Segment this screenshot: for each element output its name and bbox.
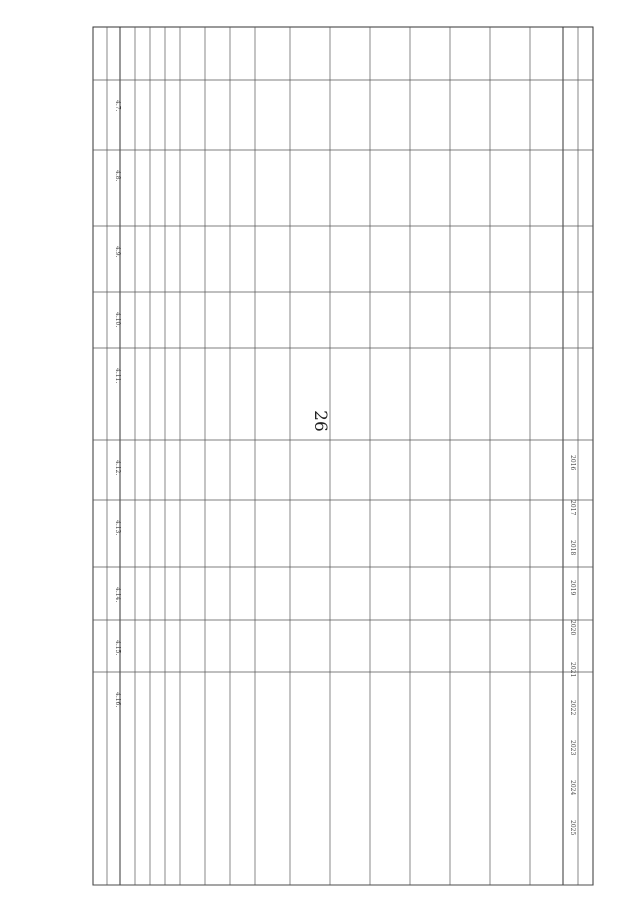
- table-frame: [93, 27, 593, 885]
- year-label: 2017: [569, 500, 576, 516]
- row-number: 4.11.: [114, 368, 121, 384]
- year-label: 2023: [569, 740, 576, 756]
- year-label: 2025: [569, 820, 576, 836]
- year-label: 2022: [569, 700, 576, 716]
- year-label: 2021: [569, 662, 576, 678]
- row-lines: [93, 80, 593, 885]
- row-number: 4.15.: [114, 640, 121, 656]
- row-number: 4.9.: [114, 246, 121, 258]
- row-number: 4.10.: [114, 312, 121, 328]
- row-number: 4.8.: [114, 170, 121, 182]
- row-number: 4.14.: [114, 587, 121, 603]
- year-label: 2018: [569, 540, 576, 556]
- year-header-labels: [569, 455, 576, 835]
- page-number: 26: [310, 410, 330, 432]
- year-label: 2020: [569, 620, 576, 636]
- year-label: 2024: [569, 780, 576, 796]
- row-number: 4.7.: [114, 100, 121, 112]
- column-lines: [135, 27, 530, 885]
- year-label: 2016: [569, 455, 576, 471]
- row-number: 4.13.: [114, 520, 121, 536]
- row-number: 4.16.: [114, 692, 121, 708]
- year-label: 2019: [569, 580, 576, 596]
- row-number: 4.12.: [114, 460, 121, 476]
